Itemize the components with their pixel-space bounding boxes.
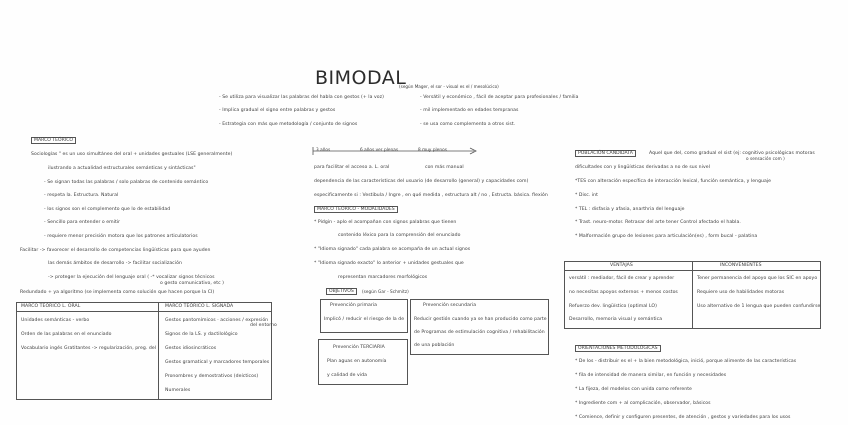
page-title: BIMODAL	[315, 67, 407, 89]
poblacion-line: * Malformación grupo de lesiones para articulación(es) , form bucal - palatina	[575, 234, 758, 239]
poblacion-line: o sensación com )	[746, 156, 785, 161]
mt-line: Sociologías " es un uso simultáneo del oral + unidades gestuales (LSE generalmente)	[31, 152, 233, 157]
mt-line: Facilitar -> favorecer el desarrollo de competencias lingüísticas para que ayuden	[20, 248, 211, 253]
orientacion-item: * De los - distribuir es el + la bien metodológica, inició, porque alimente de las características	[575, 359, 797, 364]
table-cell: Numerales	[165, 388, 191, 393]
table-divider	[692, 261, 693, 328]
poblacion-header: POBLACIÓN CANDIDATA	[575, 150, 636, 157]
table-cell: Vocabulario ingés Gratitantes -> regularización, preg. del	[21, 346, 157, 351]
modalidades-header: MARCO TEÓRICO - MODALIDADES	[314, 206, 398, 213]
poblacion-line: * Trast. neuro-motor. Retrasar del arte tener Control afectado el habla.	[575, 220, 741, 225]
table-cell: Pronombres y demostrativos (deícticos)	[165, 374, 259, 379]
ventaja-item: no necesitas apoyos externos + menos costos	[569, 290, 678, 295]
mt-line: ilustrando a actualidad estructurales semánticas y sintácticas"	[48, 166, 196, 171]
inconveniente-item: Uso alternativo de 1 lengua que pueden confundirse	[697, 304, 821, 309]
poblacion-line: Aquel que del, como gradual el sist (ej: cognitivo psicológicas motoras	[649, 151, 815, 156]
table-divider	[158, 302, 159, 399]
poblacion-line: dificultades con y lingüísticas derivadas a no de sus nivel	[575, 165, 710, 170]
intro-left-3: - Estrategia con más que metodología / conjunto de signos	[219, 122, 358, 127]
arrow-label: 6 años ver plenas	[360, 147, 399, 152]
box-text: Reducir gestión cuando ya se han producido como parte	[414, 317, 547, 322]
modalidad-item: * "Idioma signado exacto" lo anterior + unidades gestuales que	[314, 261, 464, 266]
box-title: Prevención secundaria	[423, 303, 477, 308]
table-cell: Gestos pantomímicos · acciones / expresión	[165, 318, 269, 323]
intro-right-2: - mil implementado en edades tempranas	[420, 108, 519, 113]
table-col2-header: MARCO TEÓRICO L. SIGNADA	[165, 304, 234, 309]
inconveniente-item: Requiere uso de habilidades motoras	[697, 290, 785, 295]
table-cell: Orden de las palabras en el enunciado	[21, 332, 112, 337]
box-text: Implicó / reducir el riesgo de la de	[324, 317, 405, 322]
mid-line: dependencia de las características del usuario (de desarrollo (general) y capacidades com)	[314, 179, 529, 184]
mt-line: Redundado + ya algoritmo (se implementa como solución que hacen porque la CI)	[20, 290, 215, 295]
poblacion-line: * TEL : disfasia y afasia, anarthria del lenguaje	[575, 207, 685, 212]
table-cell: Gestos idiosincráticos	[165, 346, 217, 351]
mid-line: para facilitar el acceso a. L. oral	[314, 165, 390, 170]
mt-line: - los signos son el complemento que lo de estabilidad	[44, 207, 171, 212]
modalidad-item: * Pidgin - aplo el acompañan con signos palabras que tienen	[314, 220, 457, 225]
table-cell: Signos de la LS. y dactilológico	[165, 332, 238, 337]
mt-line: - Se signan todas las palabras / solo palabras de contenido semántico	[44, 180, 209, 185]
objetivos-header: OBJETIVOS	[326, 288, 357, 295]
poblacion-line: *TES con alteración específica de interacción lexical, función semántica, y lenguaje	[575, 179, 772, 184]
box-text: de Programas de estimulación cognitiva / rehabilitación	[414, 330, 545, 335]
box-text: Plan aguas en autonomía	[327, 359, 387, 364]
marco-teorico-header: MARCO TEÓRICO	[31, 137, 76, 144]
mt-line: - requiere menor precisión motora que los patrones articulatorios	[44, 234, 198, 239]
mid-line: con más manual	[425, 165, 464, 170]
poblacion-line: * Disc. int	[575, 193, 598, 198]
title-note: (según Mager, el sor - visual es el / mesolúcico)	[399, 84, 499, 89]
inconveniente-item: Tener permanencia del apoyo que los SIC en apoyo	[697, 276, 818, 281]
table-cell: Gestos gramatical y marcadores temporales	[165, 360, 270, 365]
mid-line: especificamente si : Vestibula / Ingre , en qué medida , estructura alt / no , Estructa. básica. flexión	[314, 193, 548, 198]
arrow-label: 3 años	[316, 147, 331, 152]
table-divider	[16, 311, 271, 312]
box-title: Prevención primaria	[330, 303, 378, 308]
table-col1-header: MARCO TEÓRICO L. ORAL	[21, 304, 81, 309]
mt-line: las demás ámbitos de desarrollo -> facilitar socialización	[48, 261, 182, 266]
table-cell: Unidades semánticas - verbo	[21, 318, 90, 323]
ventaja-item: Desarrollo, memoria visual y semántica	[569, 317, 663, 322]
mt-line: -> proteger la ejecución del lenguaje oral ( -* vocalizar signos técnicos	[48, 275, 215, 280]
orientacion-item: * Ingrediente com + al complicación, observador, básicos	[575, 401, 711, 406]
orientacion-item: * La fijeza, del modelos con unida como referente	[575, 387, 692, 392]
mt-line: - Sencillo para entender o emitir	[44, 220, 121, 225]
intro-right-1: - Versátil y económico , fácil de aceptar para profesionales / familia	[420, 95, 579, 100]
orientaciones-header: ORIENTACIONES METODOLÓGICAS	[575, 345, 661, 352]
inconvenientes-header: INCONVENIENTES	[720, 263, 762, 268]
ventajas-header: VENTAJAS	[610, 263, 633, 268]
mt-line: o gesto comunicativo, etc )	[160, 281, 225, 286]
orientacion-item: * Comience, definir y configuren presentes, de atención , gestos y variedades para los usos	[575, 415, 791, 420]
ventaja-item: Refuerzo dev. lingüístico (optimal LO)	[569, 304, 657, 309]
objetivos-note: (según Gar - Schmitz)	[362, 289, 409, 294]
intro-right-3: - se usa como complemento a otros sist.	[420, 122, 516, 127]
box-title: Prevención TERCIARIA	[333, 345, 385, 350]
arrow-label: 8 muy plenos	[418, 147, 447, 152]
intro-left-1: - Se utiliza para visualizar las palabras del habla con gestos (+ la voz)	[219, 95, 384, 100]
mt-line: - respeta la. Estructura. Natural	[44, 193, 119, 198]
modalidad-item: * "Idioma signado" cada palabra se acompaña de un actual signos	[314, 247, 471, 252]
orientacion-item: * fila de intensidad de manera similar, en función y necesidades	[575, 373, 727, 378]
table-cell: del entorno	[250, 323, 277, 328]
modalidad-item: contenido léxico para la comprensión del enunciado	[338, 233, 461, 238]
box-text: y calidad de vida	[327, 373, 367, 378]
ventaja-item: versátil : mediador, fácil de crear y aprender	[569, 276, 675, 281]
modalidad-item: representan marcadores morfológicos	[338, 275, 428, 280]
intro-left-2: - Implica gradual el signo entre palabras y gestos	[219, 108, 336, 113]
box-text: de una población	[414, 343, 455, 348]
